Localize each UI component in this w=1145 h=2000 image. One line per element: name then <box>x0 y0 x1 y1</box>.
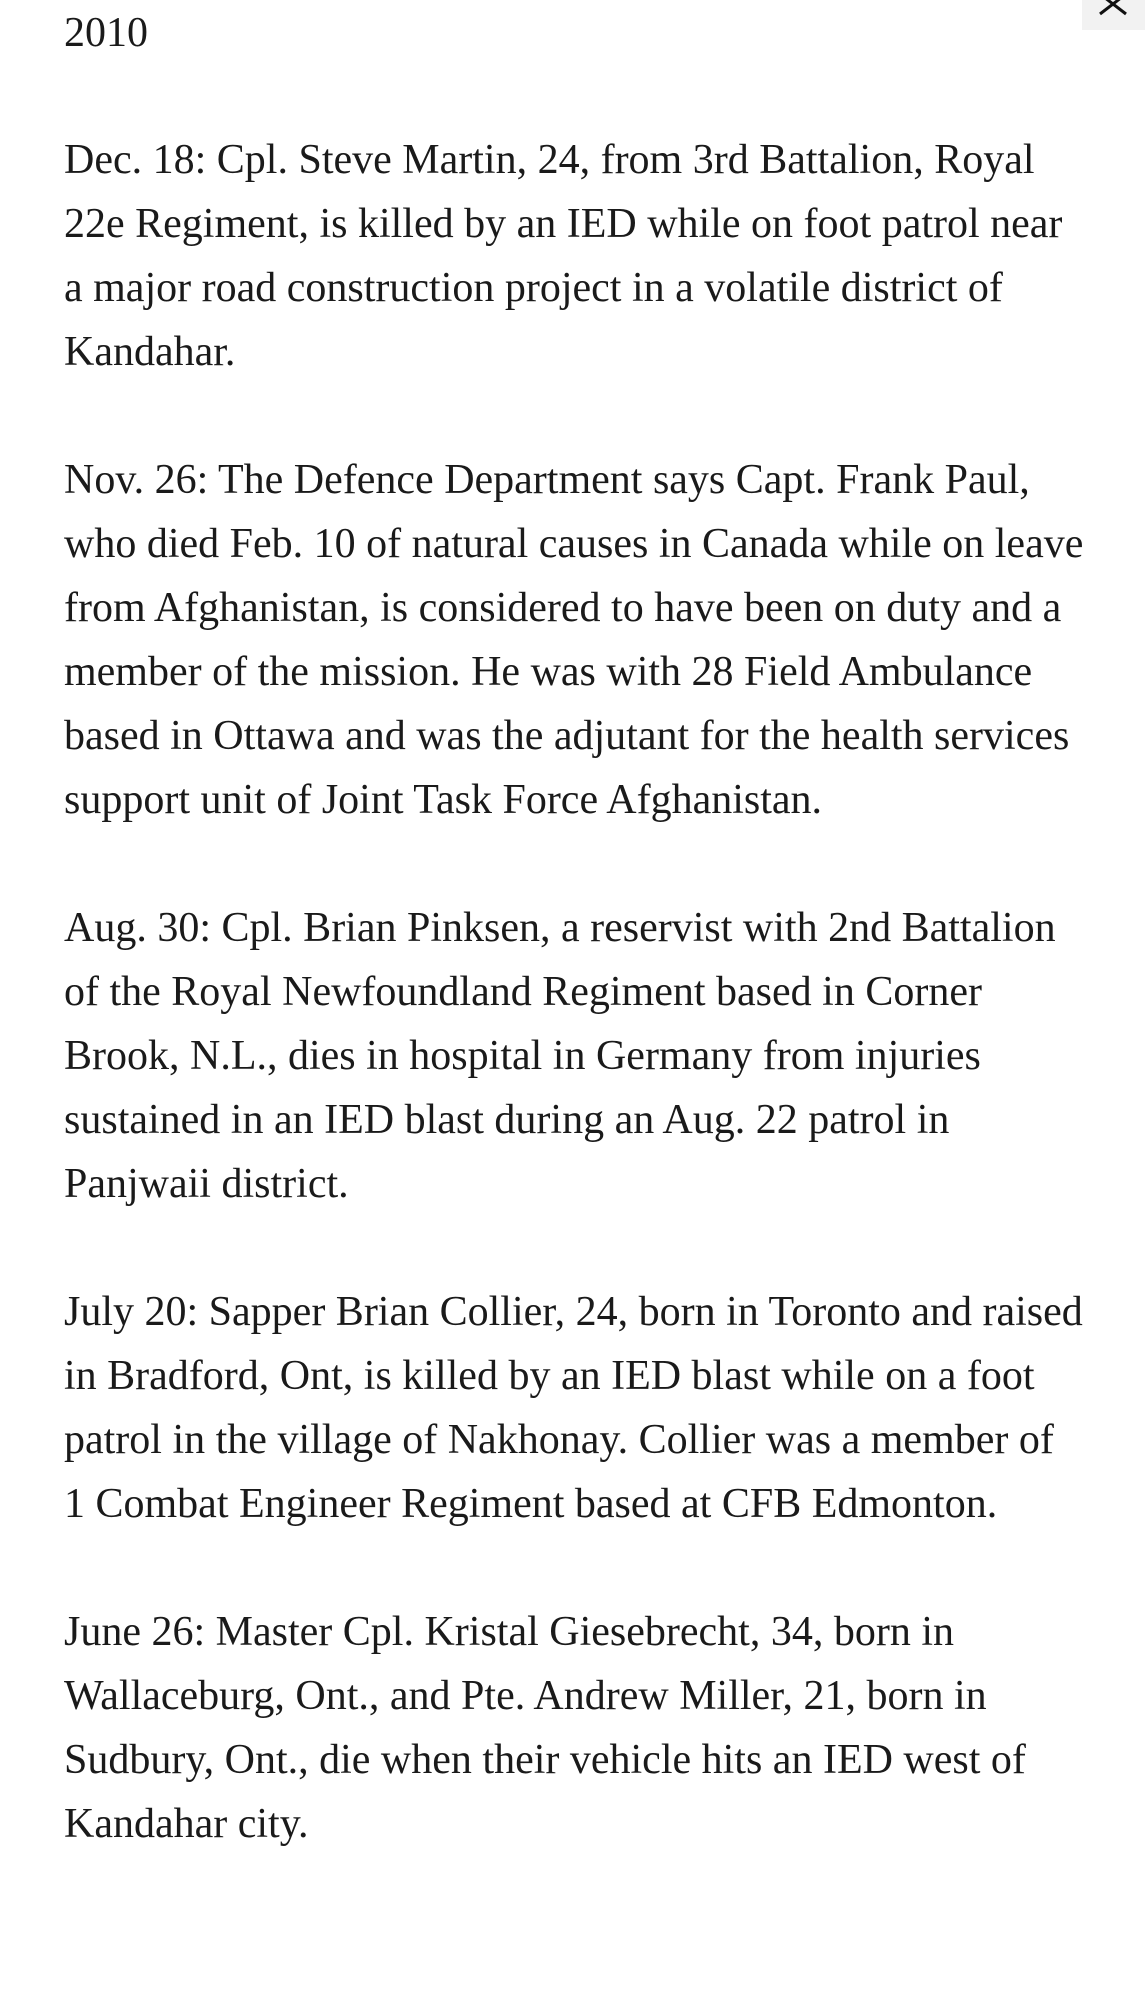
close-button[interactable] <box>1082 0 1145 30</box>
timeline-entry-june-26: June 26: Master Cpl. Kristal Giesebrecht, 34, born in Wallaceburg, Ont., and Pte. Andrew Miller, 21, born in Sudbury, Ont., die when their vehicle hits an IED west of Kandahar city. <box>64 1609 1026 1847</box>
timeline-entry-july-20: July 20: Sapper Brian Collier, 24, born in Toronto and raised in Bradford, Ont, is killed by an IED blast while on a foot patrol in the village of Nakhonay. Collier was a member of 1 Combat Engineer Regiment based at CFB Edmonton. <box>64 1289 1083 1527</box>
timeline-entry-dec-18: Dec. 18: Cpl. Steve Martin, 24, from 3rd Battalion, Royal 22e Regiment, is killed by an IED while on foot patrol near a major road construction project in a volatile district of Kandahar. <box>64 137 1063 375</box>
year-heading: 2010 <box>64 10 148 56</box>
close-icon <box>1096 0 1132 24</box>
timeline-entry-aug-30: Aug. 30: Cpl. Brian Pinksen, a reservist with 2nd Battalion of the Royal Newfoundland Regiment based in Corner Brook, N.L., dies in hospital in Germany from injuries sustained in an IED blast during an Aug. 22 patrol in Panjwaii district. <box>64 905 1056 1207</box>
article-body <box>64 0 1084 1856</box>
timeline-entry-nov-26: Nov. 26: The Defence Department says Capt. Frank Paul, who died Feb. 10 of natural causes in Canada while on leave from Afghanistan, is considered to have been on duty and a member of the mission. He was with 28 Field Ambulance based in Ottawa and was the adjutant for the health services support unit of Joint Task Force Afghanistan. <box>64 457 1084 823</box>
